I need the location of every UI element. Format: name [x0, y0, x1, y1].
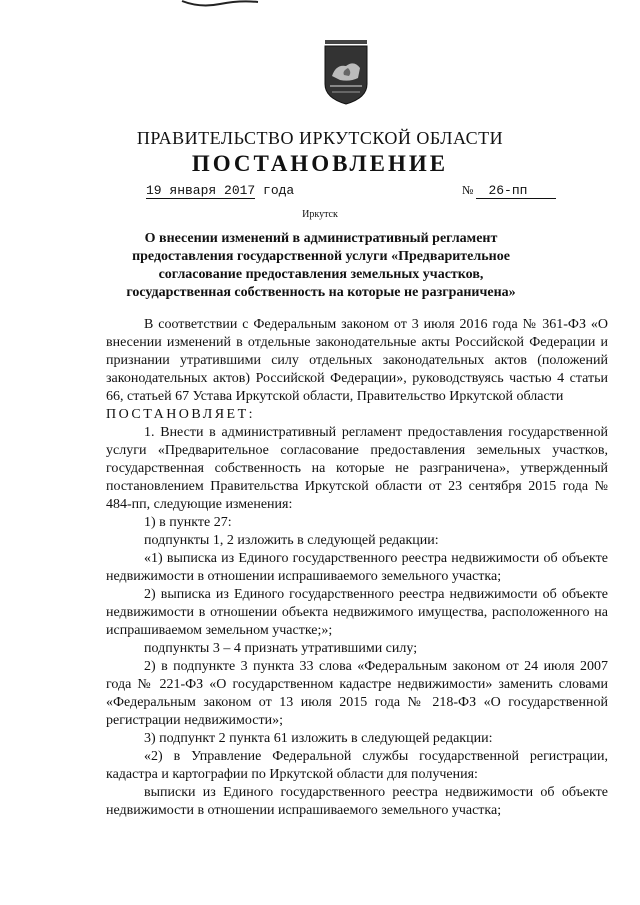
- document-type: ПОСТАНОВЛЕНИЕ: [191, 151, 449, 176]
- preamble: В соответствии с Федеральным законом от 3 июля 2016 года № 361-ФЗ «О внесении изменений в отдельные законодательные акты Российской Федерации и признании утратившими силу отдельных законодательных актов (положений законодательных актов) Российской Федерации», руководствуясь частью 4 статьи 66, статьей 67 Устава Иркутской области, Правительство Иркутской области: [106, 317, 608, 404]
- document-date: [146, 183, 294, 198]
- number-value: 26-пп: [476, 183, 556, 199]
- paragraph: 2) в подпункте 3 пункта 33 слова «Федеральным законом от 24 июля 2007 года № 221-ФЗ «О государственном кадастре недвижимости» заменить словами «Федеральным законом от 13 июля 2015 года № 218-ФЗ «О государственной регистрации недвижимости»;: [106, 659, 608, 728]
- date-suffix: года: [263, 183, 295, 198]
- paragraph: «1) выписка из Единого государственного реестра недвижимости об объекте недвижимости в отношении испрашиваемого земельного участка;: [106, 551, 608, 584]
- paragraph: 1. Внести в административный регламент предоставления государственной услуги «Предварительное согласование предоставления земельных участков, государственная собственность на которые не разграничена», утвержденный постановлением Правительства Иркутской области от 23 сентября 2015 года № 484-пп, следующие изменения:: [106, 425, 608, 512]
- paragraph: 3) подпункт 2 пункта 61 изложить в следующей редакции:: [144, 731, 493, 746]
- number-label: №: [462, 183, 474, 197]
- paragraph: подпункты 1, 2 изложить в следующей редакции:: [144, 533, 439, 548]
- coat-of-arms-emblem: [322, 38, 370, 106]
- organization-name: ПРАВИТЕЛЬСТВО ИРКУТСКОЙ ОБЛАСТИ: [136, 128, 504, 148]
- document-title: О внесении изменений в административный регламент предоставления государственной услуги «Предварительное согласование предоставления земельных участков, государственная собственность на которые не разграничена»: [126, 231, 516, 300]
- paragraph: 2) выписка из Единого государственного реестра недвижимости об объекте недвижимости в отношении объекта недвижимого имущества, расположенного на испрашиваемом земельном участке;»;: [106, 587, 608, 638]
- scan-mark: [180, 0, 260, 8]
- document-body: [106, 316, 608, 820]
- paragraph: выписки из Единого государственного реестра недвижимости об объекте недвижимости в отношении испрашиваемого земельного участка;: [106, 785, 608, 818]
- decree-word: ПОСТАНОВЛЯЕТ:: [106, 407, 256, 422]
- city: Иркутск: [302, 209, 338, 220]
- paragraph: «2) в Управление Федеральной службы государственной регистрации, кадастра и картографии по Иркутской области для получения:: [106, 749, 608, 782]
- date-value: 19 января 2017: [146, 183, 256, 198]
- paragraph: подпункты 3 – 4 признать утратившими силу;: [144, 641, 418, 656]
- paragraph: 1) в пункте 27:: [144, 515, 232, 530]
- document-number: [462, 183, 556, 199]
